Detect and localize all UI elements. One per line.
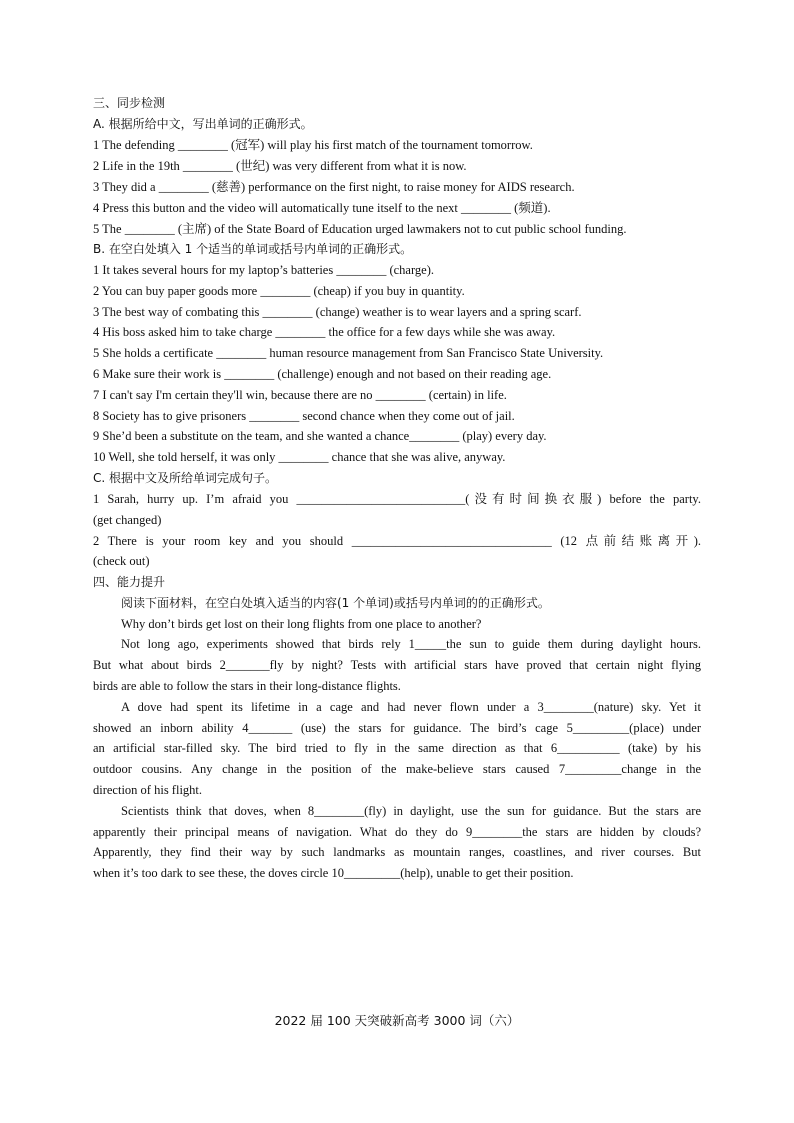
partB-item: 4 His boss asked him to take charge ________ the office for a few days while she was away. [93, 325, 556, 339]
page-footer: 2022 届 100 天突破新高考 3000 词（六） [274, 1013, 520, 1028]
partB-heading: B. 在空白处填入 1 个适当的单词或括号内单词的正确形式。 [93, 242, 413, 256]
passage-line: Apparently, they find their way by such landmarks as mountain ranges, coastlines, and river courses. But [93, 845, 701, 859]
partB-item: 10 Well, she told herself, it was only ________ chance that she was alive, anyway. [93, 450, 506, 464]
passage-line: birds are able to follow the stars in their long-distance flights. [93, 679, 401, 693]
partA-item: 1 The defending ________ (冠军) will play his first match of the tournament tomorrow. [93, 138, 533, 152]
partB-item: 2 You can buy paper goods more ________ (cheap) if you buy in quantity. [93, 284, 465, 298]
partA-item: 2 Life in the 19th ________ (世纪) was very different from what it is now. [93, 159, 467, 173]
partA-item: 3 They did a ________ (慈善) performance on the first night, to raise money for AIDS research. [93, 180, 575, 194]
partC-item2: 2 There is your room key and you should ________________________________ (12 点前结账离开). [93, 534, 701, 548]
partB-item: 7 I can't say I'm certain they'll win, because there are no ________ (certain) in life. [93, 388, 507, 402]
passage-line: But what about birds 2_______fly by night? Tests with artificial stars have proved that certain night flying [93, 658, 701, 672]
partB-item: 6 Make sure their work is ________ (challenge) enough and not based on their reading age. [93, 367, 552, 381]
passage-line: direction of his flight. [93, 783, 203, 797]
passage-title: Why don’t birds get lost on their long flights from one place to another? [121, 617, 482, 631]
partB-item: 5 She holds a certificate ________ human resource management from San Francisco State University. [93, 346, 604, 360]
passage-line: an artificial star-filled sky. The bird tried to fly in the same direction as that 6__________ (take) by his [93, 741, 701, 755]
partA-heading: A. 根据所给中文，写出单词的正确形式。 [93, 117, 313, 131]
partC-item1-hint: (get changed) [93, 513, 162, 527]
partC-heading: C. 根据中文及所给单词完成句子。 [93, 471, 278, 485]
partA-item: 4 Press this button and the video will automatically tune itself to the next ________ (频道). [93, 201, 551, 215]
passage-line: Not long ago, experiments showed that birds rely 1_____the sun to guide them during daylight hours. [121, 637, 701, 651]
partC-item2-hint: (check out) [93, 554, 150, 568]
partB-item: 8 Society has to give prisoners ________ second chance when they come out of jail. [93, 409, 515, 423]
partB-item: 1 It takes several hours for my laptop’s batteries ________ (charge). [93, 263, 434, 277]
partC-item1: 1 Sarah, hurry up. I’m afraid you ___________________________(没有时间换衣服) before the party. [93, 492, 701, 506]
section4-title: 四、能力提升 [93, 575, 166, 589]
partB-item: 3 The best way of combating this ________ (change) weather is to wear layers and a spring scarf. [93, 305, 582, 319]
passage-line: Scientists think that doves, when 8________(fly) in daylight, use the sun for guidance. But the stars are [121, 804, 701, 818]
passage-line: when it’s too dark to see these, the doves circle 10_________(help), unable to get their position. [93, 866, 574, 880]
section3-title: 三、同步检测 [93, 96, 166, 110]
passage-line: apparently their principal means of navigation. What do they do 9________the stars are hidden by clouds? [93, 825, 701, 839]
partB-item: 9 She’d been a substitute on the team, and she wanted a chance________ (play) every day. [93, 429, 547, 443]
passage-line: showed an inborn ability 4_______ (use) the stars for guidance. The bird’s cage 5_________(place) under [93, 721, 701, 735]
passage-line: A dove had spent its lifetime in a cage and had never flown under a 3________(nature) sky. Yet it [121, 700, 701, 714]
partA-item: 5 The ________ (主席) of the State Board of Education urged lawmakers not to cut public school funding. [93, 222, 627, 236]
passage-line: outdoor cousins. Any change in the position of the make-believe stars caused 7_________change in the [93, 762, 701, 776]
section4-instruction: 阅读下面材料，在空白处填入适当的内容(1 个单词)或括号内单词的的正确形式。 [121, 596, 550, 610]
